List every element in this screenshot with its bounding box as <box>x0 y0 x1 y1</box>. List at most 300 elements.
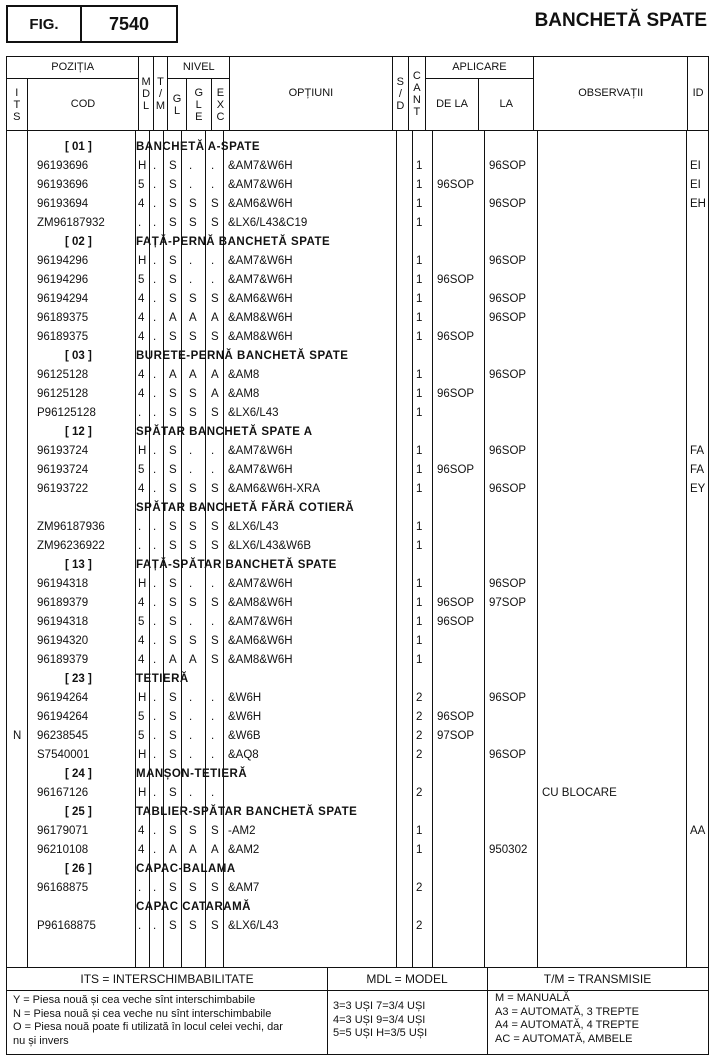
cell-tm: . <box>153 597 157 609</box>
cell-gl: A <box>169 369 177 381</box>
cell-cant: 1 <box>416 521 423 533</box>
cell-id: EI <box>690 160 701 172</box>
cell-cod: 96189379 <box>37 597 89 609</box>
cell-mdl: . <box>138 540 142 552</box>
its-header <box>7 79 28 131</box>
cell-opt: &AM7&W6H <box>228 445 293 457</box>
cell-obs: CU BLOCARE <box>542 787 617 799</box>
cell-gl: S <box>169 635 177 647</box>
table-row <box>7 443 708 462</box>
table-row <box>7 519 708 538</box>
cell-tm: . <box>153 578 157 590</box>
legend-its-text <box>13 994 323 1048</box>
cell-gl: A <box>169 844 177 856</box>
cell-cod: 96194318 <box>37 578 89 590</box>
cell-la: 96SOP <box>489 293 527 305</box>
cell-gle: . <box>189 616 193 628</box>
cell-gl: S <box>169 825 177 837</box>
cell-gl: S <box>169 711 177 723</box>
cell-mdl: 5 <box>138 464 145 476</box>
header-letter: A <box>413 81 421 94</box>
group-header-row <box>7 804 708 823</box>
cell-id: EI <box>690 179 701 191</box>
cell-tm: . <box>153 521 157 533</box>
cell-mdl: 4 <box>138 654 145 666</box>
cell-exc: S <box>211 521 219 533</box>
cell-mdl: H <box>138 255 147 267</box>
cell-la: 96SOP <box>489 749 527 761</box>
cell-opt: &AM8&W6H <box>228 312 293 324</box>
cell-mdl: 4 <box>138 483 145 495</box>
cell-gl: S <box>169 445 177 457</box>
cell-gle: A <box>189 312 197 324</box>
cell-opt: &AM6&W6H-XRA <box>228 483 321 495</box>
cell-cod: 96193696 <box>37 160 89 172</box>
optiuni-header: OPȚIUNI <box>230 57 392 131</box>
cell-opt: &W6H <box>228 692 262 704</box>
cell-mdl: 5 <box>138 616 145 628</box>
mdl-text <box>139 76 152 112</box>
legend-line: M = MANUALĂ <box>495 992 570 1004</box>
legend-line: A4 = AUTOMATĂ, 4 TREPTE <box>495 1019 639 1031</box>
cell-opt: &LX6/L43&W6B <box>228 540 312 552</box>
cell-cant: 2 <box>416 920 423 932</box>
cell-cant: 2 <box>416 882 423 894</box>
cell-exc: S <box>211 293 219 305</box>
cell-opt: &AM7&W6H <box>228 616 293 628</box>
cell-tm: . <box>153 369 157 381</box>
de-la-header: DE LA <box>425 79 479 131</box>
cell-mdl: 5 <box>138 730 145 742</box>
cell-la: 96SOP <box>489 255 527 267</box>
table-row <box>7 690 708 709</box>
table-row <box>7 614 708 633</box>
cell-de: 96SOP <box>437 597 475 609</box>
cell-exc: A <box>211 388 219 400</box>
cell-opt: &AQ8 <box>228 749 259 761</box>
cell-gle: . <box>189 578 193 590</box>
cell-gle: . <box>189 179 193 191</box>
fig-label: FIG. <box>6 5 82 43</box>
cell-exc: . <box>211 787 215 799</box>
header-letter: N <box>412 93 421 106</box>
cell-cod: 96179071 <box>37 825 89 837</box>
table-row <box>7 367 708 386</box>
header-letter: S <box>396 75 405 88</box>
cell-tm: . <box>153 730 157 742</box>
cell-exc: . <box>211 711 215 723</box>
group-header-row <box>7 899 708 918</box>
table-row <box>7 880 708 899</box>
group-title: TETIERĂ <box>136 673 189 685</box>
cell-cod: 96194264 <box>37 711 89 723</box>
header-letter: C <box>412 69 421 82</box>
cell-mdl: 4 <box>138 198 145 210</box>
cell-cod: 96189375 <box>37 331 89 343</box>
cell-cant: 1 <box>416 464 423 476</box>
cell-cod: P96168875 <box>37 920 96 932</box>
cell-cant: 2 <box>416 692 423 704</box>
cell-cant: 1 <box>416 635 423 647</box>
cell-gle: A <box>189 369 197 381</box>
cell-gl: S <box>169 616 177 628</box>
mdl-header <box>139 57 153 131</box>
cell-opt: &LX6/L43 <box>228 920 279 932</box>
cell-cant: 1 <box>416 407 423 419</box>
cell-opt: &AM8 <box>228 388 260 400</box>
cell-exc: S <box>211 635 219 647</box>
cell-opt: &AM6&W6H <box>228 635 293 647</box>
cell-gl: S <box>169 483 177 495</box>
header-letter: M <box>141 75 151 88</box>
cell-cant: 1 <box>416 179 423 191</box>
cell-gle: . <box>189 255 193 267</box>
cell-tm: . <box>153 274 157 286</box>
cell-cod: 96194264 <box>37 692 89 704</box>
cell-exc: S <box>211 198 219 210</box>
header-letter: / <box>158 87 163 100</box>
header-letter: D <box>396 99 405 112</box>
cell-tm: . <box>153 540 157 552</box>
cell-gl: S <box>169 749 177 761</box>
cell-tm: . <box>153 635 157 647</box>
cell-mdl: H <box>138 160 147 172</box>
cell-exc: S <box>211 540 219 552</box>
cell-mdl: . <box>138 521 142 533</box>
table-row <box>7 158 708 177</box>
cell-opt: &AM7&W6H <box>228 578 293 590</box>
gle-header <box>186 79 211 131</box>
cell-gle: A <box>189 844 197 856</box>
cell-cod: 96194294 <box>37 293 89 305</box>
cell-tm: . <box>153 445 157 457</box>
legend-line: nu și invers <box>13 1034 69 1047</box>
cell-tm: . <box>153 749 157 761</box>
cell-cant: 1 <box>416 844 423 856</box>
group-number: [ 23 ] <box>65 673 92 685</box>
cell-cant: 2 <box>416 787 423 799</box>
cell-gl: S <box>169 578 177 590</box>
cell-opt: &AM6&W6H <box>228 293 293 305</box>
group-title: MANȘON-TETIERĂ <box>136 768 248 780</box>
cell-gl: S <box>169 597 177 609</box>
cell-cant: 1 <box>416 331 423 343</box>
cell-opt: &LX6/L43 <box>228 407 279 419</box>
cell-cant: 2 <box>416 711 423 723</box>
table-row <box>7 405 708 424</box>
cell-exc: . <box>211 692 215 704</box>
cell-exc: S <box>211 825 219 837</box>
cell-opt: &AM7&W6H <box>228 255 293 267</box>
cell-de: 97SOP <box>437 730 475 742</box>
cell-de: 96SOP <box>437 331 475 343</box>
column-header-table <box>6 56 709 131</box>
cell-opt: &AM8 <box>228 369 260 381</box>
cell-mdl: . <box>138 920 142 932</box>
page-title: BANCHETĂ SPATE <box>534 10 707 31</box>
group-number: [ 02 ] <box>65 236 92 248</box>
cell-mdl: 5 <box>138 711 145 723</box>
table-row <box>7 918 708 937</box>
legend-line: AC = AUTOMATĂ, AMBELE <box>495 1032 633 1045</box>
group-header-row <box>7 557 708 576</box>
cell-tm: . <box>153 787 157 799</box>
group-number: [ 01 ] <box>65 141 92 153</box>
cell-opt: &AM8&W6H <box>228 331 293 343</box>
its-text <box>7 87 27 123</box>
cell-gl: S <box>169 407 177 419</box>
cell-tm: . <box>153 312 157 324</box>
cell-exc: A <box>211 312 219 324</box>
cell-gle: S <box>189 483 197 495</box>
cell-id: EH <box>690 198 706 210</box>
cell-gl: S <box>169 521 177 533</box>
cell-opt: &AM7&W6H <box>228 274 293 286</box>
cell-opt: -AM2 <box>228 825 256 837</box>
cell-gl: S <box>169 692 177 704</box>
cell-cod: 96193722 <box>37 483 89 495</box>
cell-mdl: 4 <box>138 825 145 837</box>
cell-gl: S <box>169 882 177 894</box>
cell-gl: S <box>169 388 177 400</box>
cell-cod: 96189379 <box>37 654 89 666</box>
cell-cant: 1 <box>416 369 423 381</box>
cell-id: AA <box>690 825 706 837</box>
cell-cod: 96193724 <box>37 464 89 476</box>
table-row <box>7 291 708 310</box>
cell-gle: . <box>189 274 193 286</box>
cell-mdl: 4 <box>138 369 145 381</box>
cell-exc: . <box>211 730 215 742</box>
cell-tm: . <box>153 616 157 628</box>
cell-exc: . <box>211 616 215 628</box>
gle-text <box>187 87 211 123</box>
cell-id: FA <box>690 445 705 457</box>
cell-gle: . <box>189 445 193 457</box>
header-letter: M <box>155 99 166 112</box>
cell-gl: S <box>169 540 177 552</box>
cell-exc: S <box>211 331 219 343</box>
cell-tm: . <box>153 711 157 723</box>
cell-cod: ZM96187932 <box>37 217 105 229</box>
legend-line: 5=5 UȘI H=3/5 UȘI <box>333 1027 428 1039</box>
cell-cod: 96168875 <box>37 882 89 894</box>
cell-opt: &LX6/L43 <box>228 521 279 533</box>
cell-tm: . <box>153 293 157 305</box>
cell-gle: S <box>189 825 197 837</box>
cell-cant: 1 <box>416 540 423 552</box>
group-title: CAPAC CATARAMĂ <box>136 901 251 913</box>
header-letter: S <box>13 110 21 123</box>
legend-mdl-text <box>333 1000 483 1041</box>
cell-la: 96SOP <box>489 160 527 172</box>
cell-de: 96SOP <box>437 388 475 400</box>
legend-line: O = Piesa nouă poate fi utilizată în locul celei vechi, dar <box>13 1021 283 1033</box>
table-row <box>7 196 708 215</box>
cell-la: 96SOP <box>489 578 527 590</box>
legend-line: N = Piesa nouă și cea veche nu sînt interschimbabile <box>13 1007 272 1020</box>
cell-exc: S <box>211 597 219 609</box>
cell-gl: S <box>169 179 177 191</box>
cell-la: 950302 <box>489 844 528 856</box>
cell-cant: 1 <box>416 483 423 495</box>
cell-gle: . <box>189 160 193 172</box>
sd-text <box>393 76 409 112</box>
cell-de: 96SOP <box>437 464 475 476</box>
parts-table-body <box>6 130 709 968</box>
cell-cant: 1 <box>416 198 423 210</box>
legend-tm-title: T/M = TRANSMISIE <box>487 968 708 991</box>
group-number: [ 12 ] <box>65 426 92 438</box>
cant-text <box>409 70 425 118</box>
cell-la: 96SOP <box>489 445 527 457</box>
cell-opt: &AM8&W6H <box>228 597 293 609</box>
cod-header: COD <box>27 79 139 131</box>
cell-cod: 96189375 <box>37 312 89 324</box>
legend-tm-text <box>495 992 705 1046</box>
fig-number: 7540 <box>82 5 178 43</box>
cell-de: 96SOP <box>437 274 475 286</box>
cell-opt: &LX6/L43&C19 <box>228 217 308 229</box>
legend-line: A3 = AUTOMATĂ, 3 TREPTE <box>495 1005 639 1018</box>
group-header-row <box>7 500 708 519</box>
header-letter: G <box>172 92 182 105</box>
cell-opt: &AM2 <box>228 844 260 856</box>
table-row <box>7 576 708 595</box>
cell-la: 96SOP <box>489 483 527 495</box>
cell-gl: S <box>169 274 177 286</box>
cell-cant: 1 <box>416 654 423 666</box>
cell-exc: . <box>211 464 215 476</box>
cell-exc: . <box>211 274 215 286</box>
cell-mdl: 4 <box>138 312 145 324</box>
header-letter: L <box>173 104 181 117</box>
cell-de: 96SOP <box>437 711 475 723</box>
header-letter: T <box>413 105 421 118</box>
cell-cod: 96125128 <box>37 388 89 400</box>
cell-cant: 1 <box>416 388 423 400</box>
table-row <box>7 728 708 747</box>
cell-exc: S <box>211 217 219 229</box>
cell-opt: &AM7&W6H <box>228 464 293 476</box>
cell-cant: 1 <box>416 312 423 324</box>
cell-gle: S <box>189 540 197 552</box>
legend-line: Y = Piesa nouă și cea veche sînt interschimbabile <box>13 994 256 1006</box>
sd-header <box>392 57 409 131</box>
cell-mdl: 4 <box>138 388 145 400</box>
table-row <box>7 253 708 272</box>
cell-opt: &AM8&W6H <box>228 654 293 666</box>
header-letter: X <box>216 98 225 111</box>
group-title: BURETE-PERNĂ BANCHETĂ SPATE <box>136 350 349 362</box>
group-header-row <box>7 861 708 880</box>
cell-mdl: 4 <box>138 331 145 343</box>
cell-la: 96SOP <box>489 198 527 210</box>
cell-gl: S <box>169 730 177 742</box>
cell-cod: 96194318 <box>37 616 89 628</box>
exc-header <box>211 79 230 131</box>
cell-exc: S <box>211 654 219 666</box>
tm-header <box>153 57 167 131</box>
cell-mdl: H <box>138 692 147 704</box>
table-row <box>7 215 708 234</box>
cell-gle: . <box>189 464 193 476</box>
cell-gle: S <box>189 635 197 647</box>
id-header: ID <box>688 57 709 131</box>
group-header-row <box>7 424 708 443</box>
cell-tm: . <box>153 407 157 419</box>
cell-gl: S <box>169 331 177 343</box>
table-row <box>7 633 708 652</box>
group-number: [ 13 ] <box>65 559 92 571</box>
cell-cod: 96194296 <box>37 255 89 267</box>
table-row <box>7 538 708 557</box>
cell-cant: 1 <box>416 274 423 286</box>
header-letter: C <box>216 110 225 123</box>
legend <box>6 968 709 1055</box>
cell-gl: S <box>169 160 177 172</box>
cell-gl: S <box>169 198 177 210</box>
cell-gl: S <box>169 920 177 932</box>
cell-cant: 1 <box>416 160 423 172</box>
group-title: FAȚĂ-SPĂTAR BANCHETĂ SPATE <box>136 559 337 571</box>
legend-line: 3=3 UȘI 7=3/4 UȘI <box>333 1000 426 1012</box>
cell-exc: . <box>211 179 215 191</box>
cell-id: FA <box>690 464 705 476</box>
header-letter: G <box>194 86 204 99</box>
cell-tm: . <box>153 654 157 666</box>
cell-cod: S7540001 <box>37 749 90 761</box>
cell-cant: 1 <box>416 255 423 267</box>
cell-gle: S <box>189 920 197 932</box>
cell-gl: A <box>169 312 177 324</box>
cell-gl: S <box>169 255 177 267</box>
table-row <box>7 481 708 500</box>
cell-la: 97SOP <box>489 597 527 609</box>
cell-exc: . <box>211 445 215 457</box>
cant-header <box>409 57 426 131</box>
cell-cant: 2 <box>416 749 423 761</box>
cell-mdl: 5 <box>138 179 145 191</box>
cell-cant: 1 <box>416 597 423 609</box>
cell-gle: S <box>189 597 197 609</box>
cell-its: N <box>13 730 22 742</box>
cell-exc: S <box>211 483 219 495</box>
cell-cant: 1 <box>416 578 423 590</box>
cell-tm: . <box>153 388 157 400</box>
cell-mdl: 4 <box>138 597 145 609</box>
exc-text <box>212 87 230 123</box>
cell-tm: . <box>153 464 157 476</box>
header-letter: I <box>15 86 19 99</box>
header-letter: L <box>142 99 150 112</box>
gl-header <box>168 79 187 131</box>
cell-opt: &AM7&W6H <box>228 179 293 191</box>
cell-gle: . <box>189 787 193 799</box>
cell-mdl: H <box>138 749 147 761</box>
cell-mdl: H <box>138 787 147 799</box>
cell-exc: S <box>211 407 219 419</box>
cell-tm: . <box>153 882 157 894</box>
cell-de: 96SOP <box>437 179 475 191</box>
group-title: FAȚĂ-PERNĂ BANCHETĂ SPATE <box>136 236 331 248</box>
group-number: [ 03 ] <box>65 350 92 362</box>
cell-cant: 1 <box>416 217 423 229</box>
group-title: SPĂTAR BANCHETĂ FĂRĂ COTIERĂ <box>136 502 355 514</box>
cell-cod: 96167126 <box>37 787 89 799</box>
la-header: LA <box>479 79 534 131</box>
table-row <box>7 462 708 481</box>
